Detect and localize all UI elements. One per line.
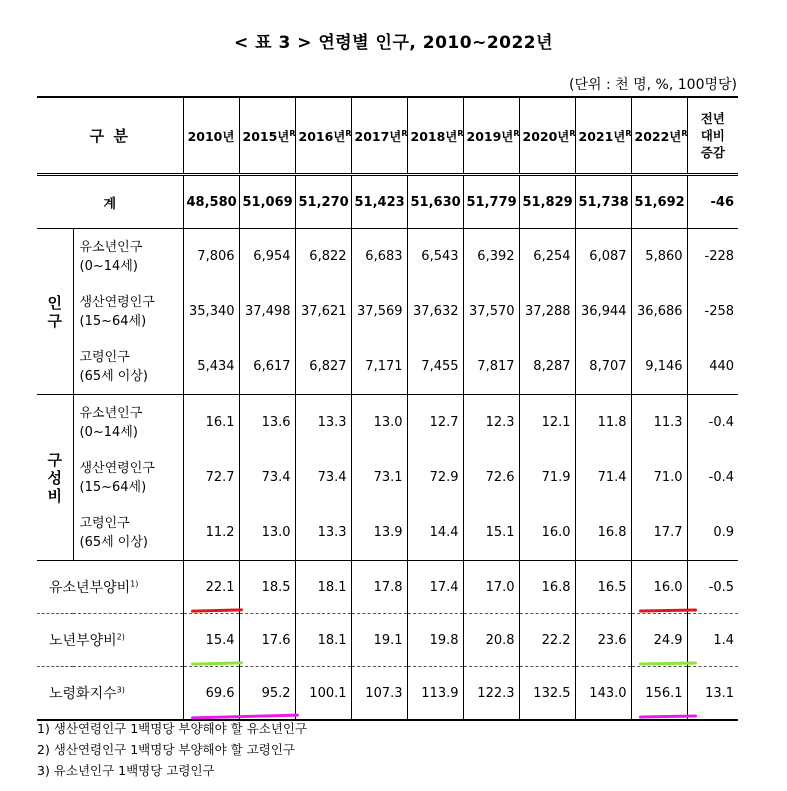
ratio-footnote-ref: 2) xyxy=(116,632,125,642)
footnote-2: 2) 생산연령인구 1백명당 부양해야 할 고령인구 xyxy=(37,742,296,757)
table-cell: 37,570 xyxy=(463,284,519,339)
table-cell: 24.9 xyxy=(631,614,687,667)
highlight-stroke xyxy=(639,661,697,665)
table-cell: 36,686 xyxy=(631,284,687,339)
table-cell: 73.4 xyxy=(239,450,295,505)
table-cell: 8,287 xyxy=(519,339,575,395)
population-row-label xyxy=(73,284,183,339)
ratio-label xyxy=(37,561,183,614)
table-cell: 71.9 xyxy=(519,450,575,505)
population-group-label xyxy=(37,229,73,395)
header-year-2019: 2019년$^R$ xyxy=(463,97,519,175)
total-value: 51,630 xyxy=(407,175,463,229)
table-cell: 12.7 xyxy=(407,395,463,451)
table-cell: 22.2 xyxy=(519,614,575,667)
group-label-char: 구 xyxy=(47,311,62,330)
table-cell: 6,543 xyxy=(407,229,463,285)
age-population-table xyxy=(37,96,738,721)
ratio-row xyxy=(37,667,738,721)
change-cell: 13.1 xyxy=(687,667,738,721)
table-cell: 16.0 xyxy=(631,561,687,614)
table-cell: 16.5 xyxy=(575,561,631,614)
header-category: 구 분 xyxy=(37,97,183,175)
table-cell: 6,392 xyxy=(463,229,519,285)
table-cell: 71.4 xyxy=(575,450,631,505)
table-cell: 6,683 xyxy=(351,229,407,285)
composition-row-label xyxy=(73,505,183,561)
header-change: 전년 대비 증감 xyxy=(687,97,738,175)
table-cell: 19.1 xyxy=(351,614,407,667)
table-cell: 72.6 xyxy=(463,450,519,505)
table-cell: 22.1 xyxy=(183,561,239,614)
table-cell: 18.5 xyxy=(239,561,295,614)
ratio-label xyxy=(37,667,183,721)
table-cell: 16.8 xyxy=(575,505,631,561)
table-cell: 9,146 xyxy=(631,339,687,395)
composition-row xyxy=(37,395,738,451)
group-label-char: 인 xyxy=(47,293,62,312)
ratio-row xyxy=(37,614,738,667)
table-cell: 132.5 xyxy=(519,667,575,721)
table-cell: 73.4 xyxy=(295,450,351,505)
table-cell: 73.1 xyxy=(351,450,407,505)
header-year-2015: 2015년$^R$ xyxy=(239,97,295,175)
table-cell: 37,288 xyxy=(519,284,575,339)
table-cell: 71.0 xyxy=(631,450,687,505)
table-cell: 18.1 xyxy=(295,561,351,614)
change-cell: 1.4 xyxy=(687,614,738,667)
total-value: 48,580 xyxy=(183,175,239,229)
table-cell: 14.4 xyxy=(407,505,463,561)
table-cell: 37,621 xyxy=(295,284,351,339)
table-cell: 72.9 xyxy=(407,450,463,505)
table-cell: 13.0 xyxy=(239,505,295,561)
total-value: 51,069 xyxy=(239,175,295,229)
table-cell: 13.0 xyxy=(351,395,407,451)
table-cell: 6,822 xyxy=(295,229,351,285)
group-label-char: 성 xyxy=(47,468,62,487)
row-label-range: (15~64세) xyxy=(79,479,147,495)
ratio-footnote-ref: 3) xyxy=(116,685,125,695)
row-label-range: (65세 이상) xyxy=(79,368,148,384)
table-cell: 12.1 xyxy=(519,395,575,451)
table-cell: 20.8 xyxy=(463,614,519,667)
table-cell: 17.8 xyxy=(351,561,407,614)
table-cell: 16.8 xyxy=(519,561,575,614)
change-cell: -0.4 xyxy=(687,395,738,451)
composition-row-label xyxy=(73,450,183,505)
table-cell: 37,632 xyxy=(407,284,463,339)
ratio-label xyxy=(37,614,183,667)
total-value: 51,423 xyxy=(351,175,407,229)
row-label-main: 유소년인구 xyxy=(79,405,143,421)
total-value: 51,270 xyxy=(295,175,351,229)
total-value: 51,692 xyxy=(631,175,687,229)
table-cell: 8,707 xyxy=(575,339,631,395)
table-cell: 17.7 xyxy=(631,505,687,561)
table-cell: 36,944 xyxy=(575,284,631,339)
total-row xyxy=(37,175,738,229)
population-row xyxy=(37,229,738,285)
group-label-char: 구 xyxy=(47,450,62,469)
table-cell: 122.3 xyxy=(463,667,519,721)
row-label-range: (15~64세) xyxy=(79,313,147,329)
table-cell: 11.3 xyxy=(631,395,687,451)
table-cell: 113.9 xyxy=(407,667,463,721)
table-cell: 37,569 xyxy=(351,284,407,339)
row-label-main: 고령인구 xyxy=(79,515,130,531)
footnote-3: 3) 유소년인구 1백명당 고령인구 xyxy=(37,763,215,778)
row-label-main: 고령인구 xyxy=(79,349,130,365)
table-cell: 15.1 xyxy=(463,505,519,561)
row-label-range: (65세 이상) xyxy=(79,534,148,550)
change-cell: -228 xyxy=(687,229,738,285)
header-year-2020: 2020년$^R$ xyxy=(519,97,575,175)
table-cell: 7,806 xyxy=(183,229,239,285)
header-row xyxy=(37,97,738,175)
ratio-label-text: 노년부양비 xyxy=(49,633,117,649)
table-cell: 7,455 xyxy=(407,339,463,395)
table-cell: 11.2 xyxy=(183,505,239,561)
row-label-range: (0~14세) xyxy=(79,258,138,274)
header-year-2017: 2017년$^R$ xyxy=(351,97,407,175)
ratio-row xyxy=(37,561,738,614)
table-cell: 17.0 xyxy=(463,561,519,614)
unit-label: (단위 : 천 명, %, 100명당) xyxy=(569,77,737,93)
population-row xyxy=(37,339,738,395)
population-row-label xyxy=(73,229,183,285)
row-label-range: (0~14세) xyxy=(79,424,138,440)
table-cell: 23.6 xyxy=(575,614,631,667)
composition-group-label xyxy=(37,395,73,561)
row-label-main: 유소년인구 xyxy=(79,239,143,255)
ratio-label-text: 유소년부양비 xyxy=(49,580,131,596)
row-label-main: 생산연령인구 xyxy=(79,294,155,310)
group-label-char: 비 xyxy=(47,486,62,505)
table-cell: 143.0 xyxy=(575,667,631,721)
table-cell: 18.1 xyxy=(295,614,351,667)
table-cell: 13.9 xyxy=(351,505,407,561)
table-cell: 100.1 xyxy=(295,667,351,721)
table-cell: 19.8 xyxy=(407,614,463,667)
table-cell: 6,254 xyxy=(519,229,575,285)
table-cell: 15.4 xyxy=(183,614,239,667)
change-cell: -0.4 xyxy=(687,450,738,505)
table-cell: 12.3 xyxy=(463,395,519,451)
highlight-stroke xyxy=(191,608,243,612)
table-cell: 11.8 xyxy=(575,395,631,451)
table-cell: 72.7 xyxy=(183,450,239,505)
population-row xyxy=(37,284,738,339)
table-cell: 13.3 xyxy=(295,505,351,561)
total-value: 51,779 xyxy=(463,175,519,229)
table-cell: 6,827 xyxy=(295,339,351,395)
table-cell: 6,954 xyxy=(239,229,295,285)
composition-row xyxy=(37,505,738,561)
table-cell: 7,171 xyxy=(351,339,407,395)
table-title: < 표 3 > 연령별 인구, 2010~2022년 xyxy=(233,33,554,53)
total-label: 계 xyxy=(37,175,183,229)
header-year-2016: 2016년$^R$ xyxy=(295,97,351,175)
header-year-2021: 2021년$^R$ xyxy=(575,97,631,175)
table-cell: 16.1 xyxy=(183,395,239,451)
total-value: 51,829 xyxy=(519,175,575,229)
header-year-2022: 2022년$^R$ xyxy=(631,97,687,175)
table-cell: 69.6 xyxy=(183,667,239,721)
table-cell: 156.1 xyxy=(631,667,687,721)
highlight-stroke xyxy=(639,608,697,612)
table-cell: 107.3 xyxy=(351,667,407,721)
table-cell: 35,340 xyxy=(183,284,239,339)
table-cell: 5,860 xyxy=(631,229,687,285)
total-value: 51,738 xyxy=(575,175,631,229)
ratio-label-text: 노령화지수 xyxy=(49,686,117,702)
row-label-main: 생산연령인구 xyxy=(79,460,155,476)
change-cell: -0.5 xyxy=(687,561,738,614)
table-cell: 37,498 xyxy=(239,284,295,339)
change-cell: 440 xyxy=(687,339,738,395)
composition-row-label xyxy=(73,395,183,451)
table-cell: 17.4 xyxy=(407,561,463,614)
header-year-2010: 2010년 xyxy=(183,97,239,175)
table-cell: 7,817 xyxy=(463,339,519,395)
table-cell: 13.6 xyxy=(239,395,295,451)
total-change: -46 xyxy=(687,175,738,229)
ratio-footnote-ref: 1) xyxy=(130,579,139,589)
composition-row xyxy=(37,450,738,505)
change-cell: 0.9 xyxy=(687,505,738,561)
table-cell: 16.0 xyxy=(519,505,575,561)
table-cell: 17.6 xyxy=(239,614,295,667)
table-cell: 6,617 xyxy=(239,339,295,395)
table-cell: 6,087 xyxy=(575,229,631,285)
footnotes xyxy=(37,718,307,781)
highlight-stroke xyxy=(191,661,243,665)
table-cell: 13.3 xyxy=(295,395,351,451)
table-cell: 5,434 xyxy=(183,339,239,395)
table-cell: 95.2 xyxy=(239,667,295,721)
change-cell: -258 xyxy=(687,284,738,339)
header-year-2018: 2018년$^R$ xyxy=(407,97,463,175)
population-row-label xyxy=(73,339,183,395)
footnote-1: 1) 생산연령인구 1백명당 부양해야 할 유소년인구 xyxy=(37,721,308,736)
